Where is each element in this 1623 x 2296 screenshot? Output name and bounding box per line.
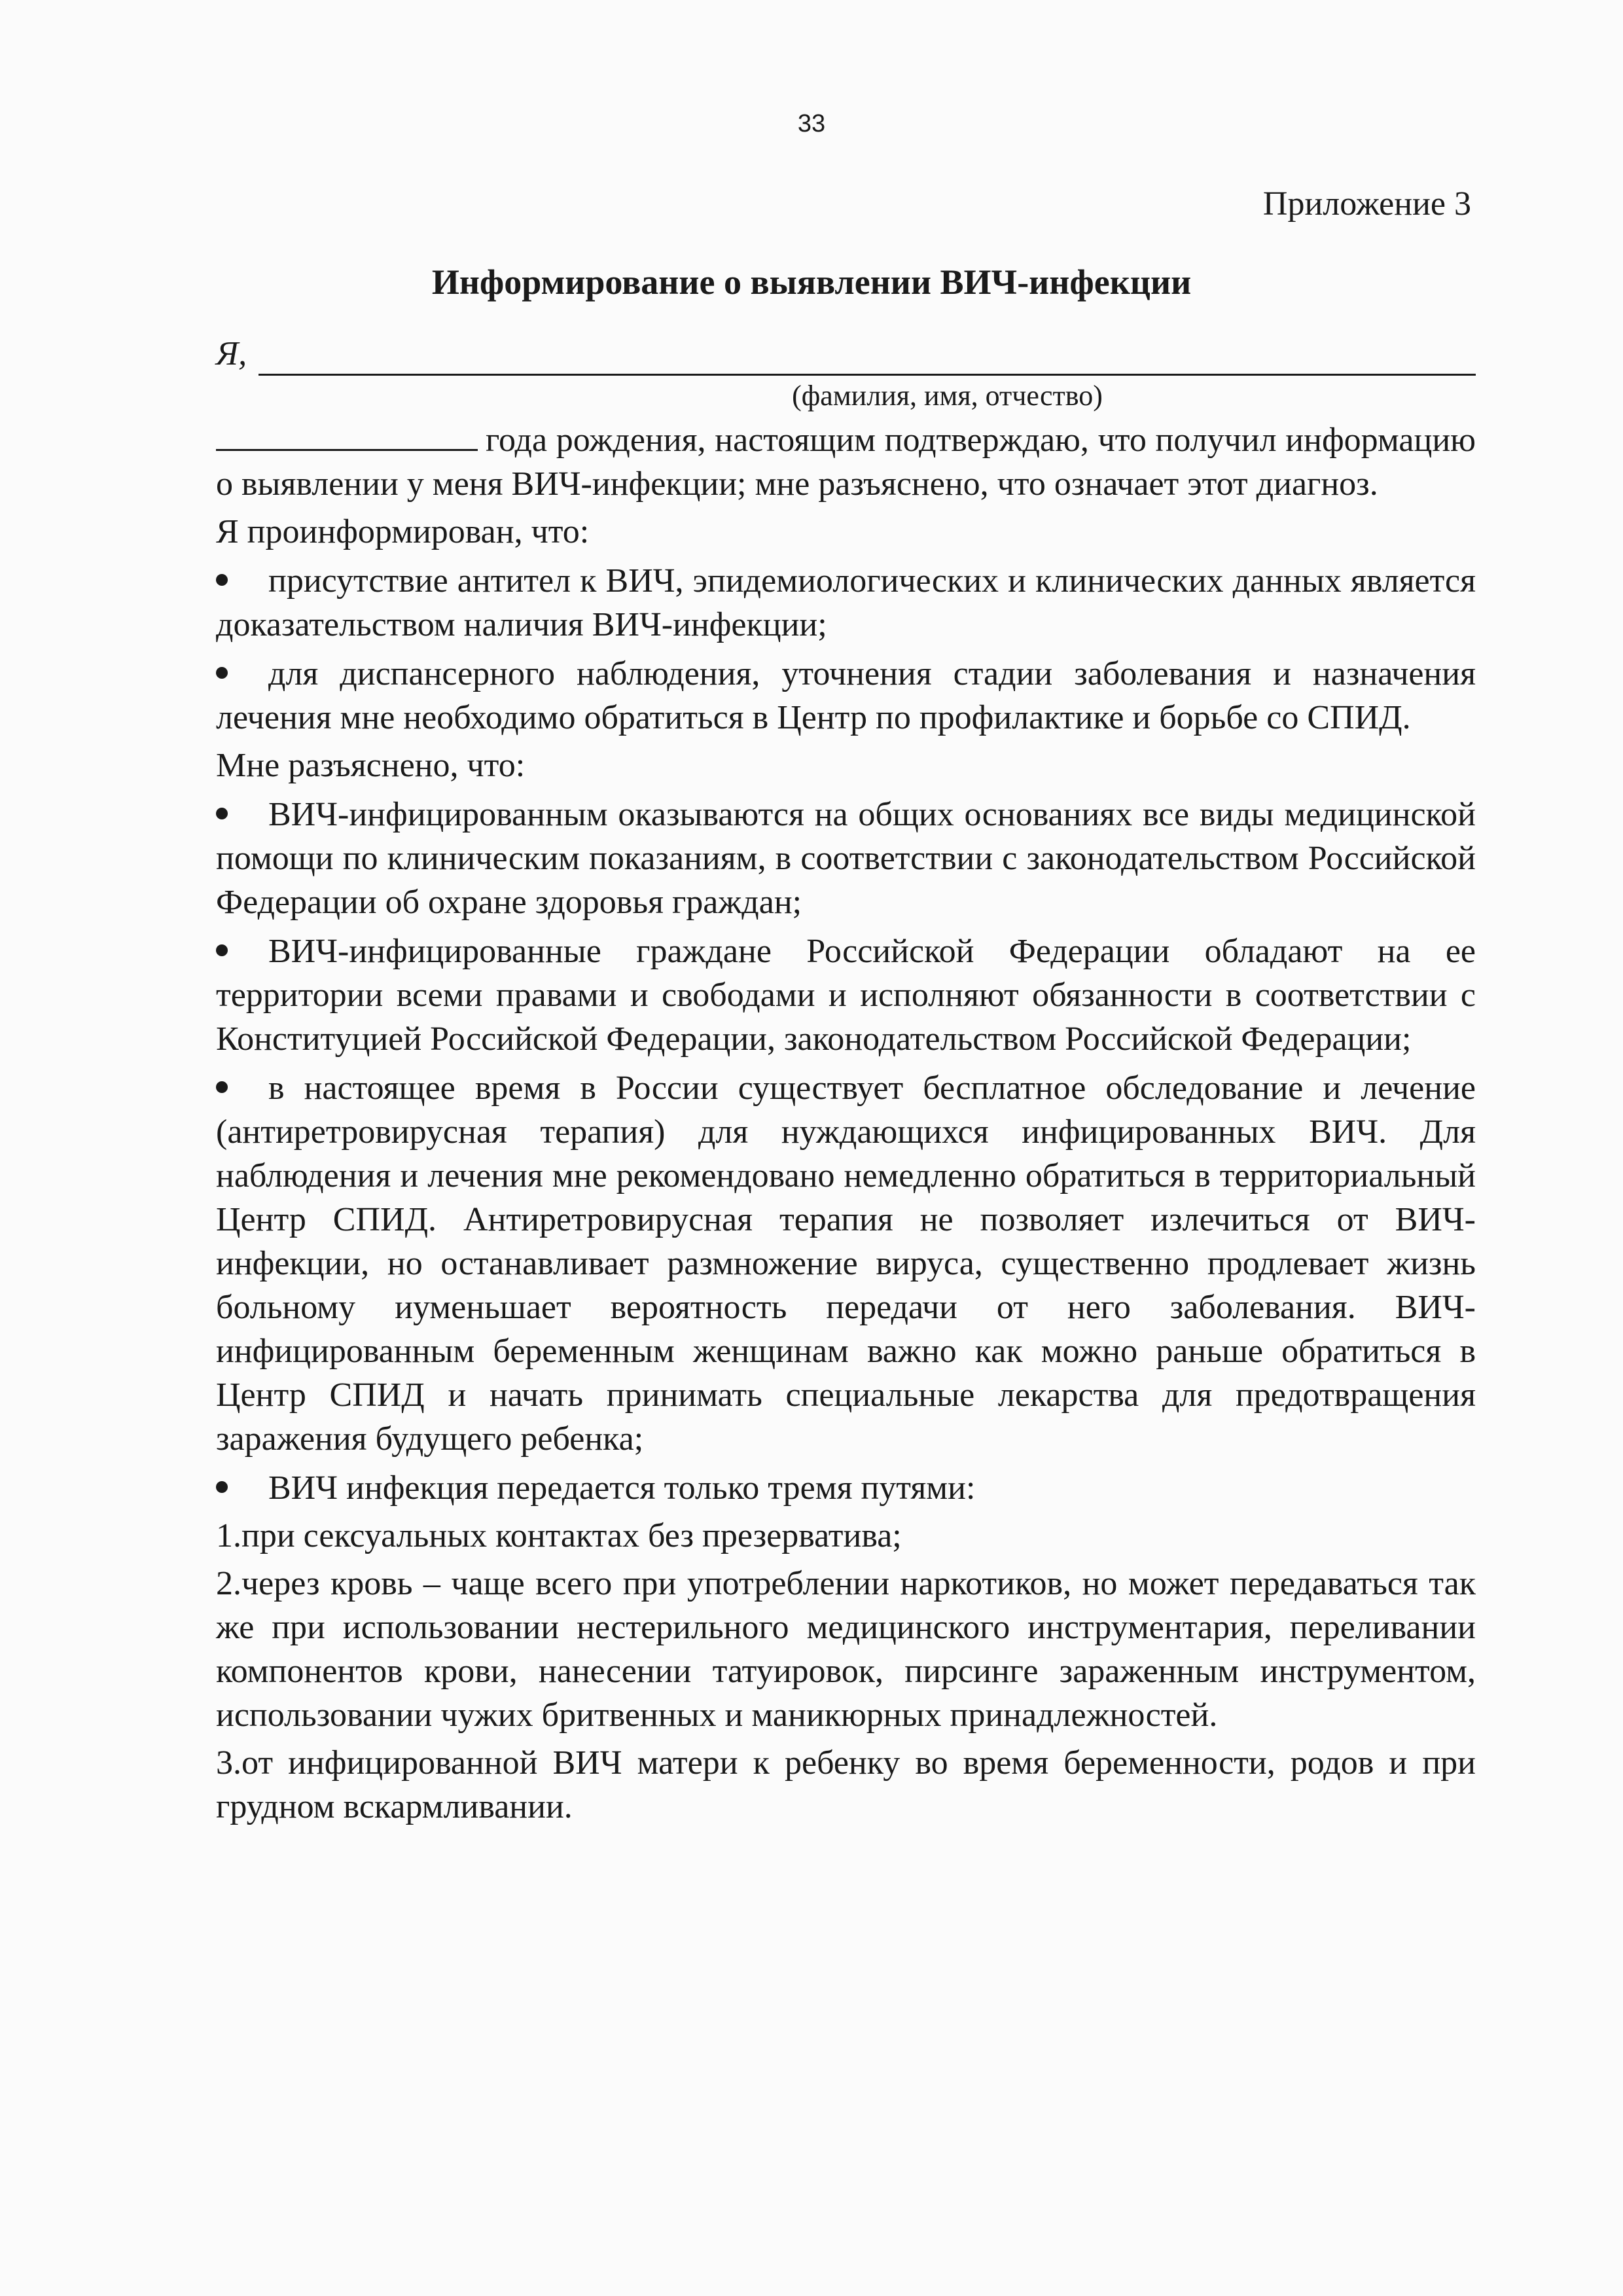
bullet-icon — [216, 1081, 228, 1093]
informed-item: для диспансерного наблюдения, уточнения стадии заболевания и назначения лечения мне необходимо обратиться в Центр по профилактике и борьбе со СПИД. — [216, 655, 1476, 736]
intro-text: года рождения, настоящим подтверждаю, что получил информацию о выявлении у меня ВИЧ-инфекции; мне разъяснено, что означает этот диагноз. — [216, 422, 1476, 503]
name-field-row — [216, 326, 1476, 376]
informed-item: присутствие антител к ВИЧ, эпидемиологических и клинических данных является доказательством наличия ВИЧ-инфекции; — [216, 562, 1476, 643]
appendix-label: Приложение 3 — [1262, 185, 1471, 223]
bullet-icon — [216, 574, 228, 586]
explained-item: ВИЧ-инфицированные граждане Российской Федерации обладают на ее территории всеми правами и свободами и исполняют обязанности в соответствии с Конституцией Российской Федерации, законодательством Российской Федерации; — [216, 933, 1476, 1058]
explained-item: ВИЧ-инфицированным оказываются на общих основаниях все виды медицинской помощи по клиническим показаниям, в соответствии с законодательством Российской Федерации об охране здоровья граждан; — [216, 796, 1476, 921]
explained-item: ВИЧ инфекция передается только тремя путями: — [216, 1466, 1476, 1510]
informed-heading: Я проинформирован, что: — [216, 513, 590, 550]
document-body — [216, 326, 1476, 1829]
name-prefix: Я, — [216, 335, 247, 372]
page-number: 33 — [797, 110, 826, 137]
explained-heading: Мне разъяснено, что: — [216, 747, 526, 784]
bullet-icon — [216, 1481, 228, 1493]
route-item: 3.от инфицированной ВИЧ матери к ребенку во время беременности, родов и при грудном вскармливании. — [216, 1744, 1476, 1825]
route-item: 2.через кровь – чаще всего при употреблении наркотиков, но может передаваться так же при использовании нестерильного медицинского инструментария, переливании компонентов крови, нанесении татуировок, пирсинге зараженным инструментом, использовании чужих бритвенных и маникюрных принадлежностей. — [216, 1565, 1476, 1734]
bullet-icon — [216, 944, 228, 956]
name-field-hint: (фамилия, имя, отчество) — [792, 380, 1103, 412]
bullet-icon — [216, 667, 228, 679]
route-item: 1.при сексуальных контактах без презерватива; — [216, 1517, 902, 1554]
name-blank-line[interactable] — [259, 337, 1476, 376]
birth-year-blank-line[interactable] — [216, 416, 478, 451]
intro-paragraph — [216, 416, 1476, 506]
bullet-icon — [216, 808, 228, 819]
explained-item: в настоящее время в России существует бесплатное обследование и лечение (антиретровирусная терапия) для нуждающихся инфицированных ВИЧ. Для наблюдения и лечения мне рекомендовано немедленно обратиться в территориальный Центр СПИД. Антиретровирусная терапия не позволяет излечиться от ВИЧ-инфекции, но останавливает размножение вируса, существенно продлевает жизнь больному иуменьшает вероятность передачи от него заболевания. ВИЧ-инфицированным беременным женщинам важно как можно раньше обратиться в Центр СПИД и начать принимать специальные лекарства для предотвращения заражения будущего ребенка; — [216, 1069, 1476, 1458]
document-title: Информирование о выявлении ВИЧ-инфекции — [431, 262, 1192, 302]
